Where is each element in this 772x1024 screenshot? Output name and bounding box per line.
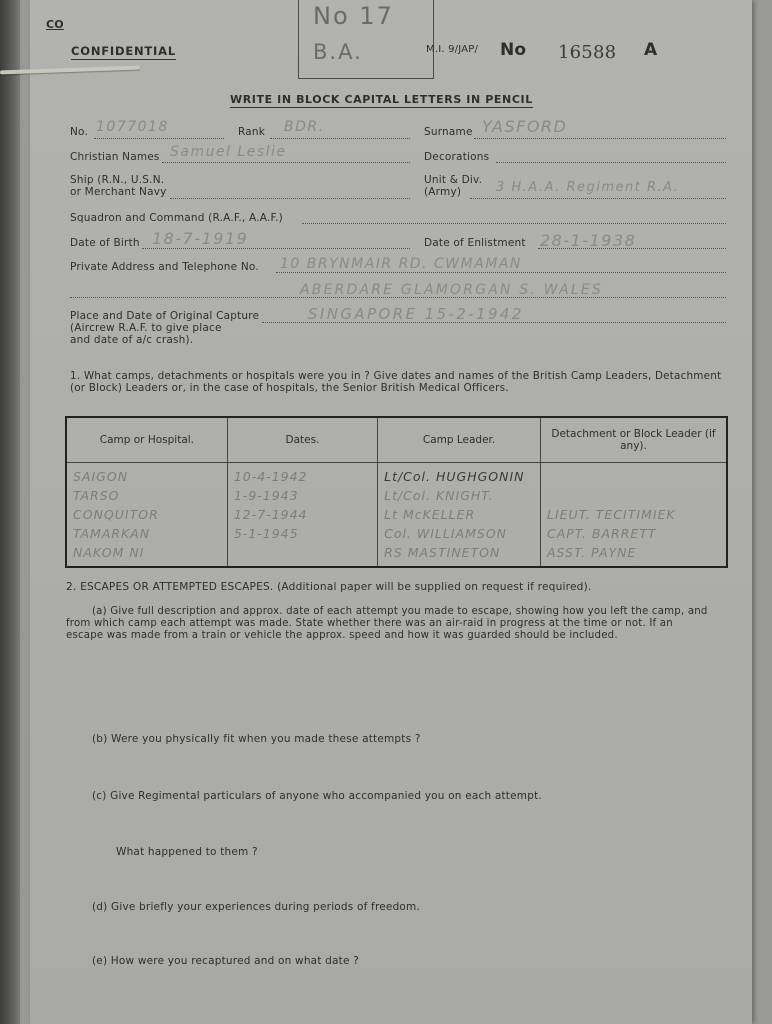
file-spine <box>0 0 20 1024</box>
block-leader-entry: ASST. PAYNE <box>546 545 637 560</box>
question-1-line-2: (or Block) Leaders or, in the case of hospitals, the Senior British Medical Officers. <box>70 382 509 394</box>
block-leaders-column <box>540 463 727 568</box>
question-2d: (d) Give briefly your experiences during periods of freedom. <box>92 901 421 913</box>
rank-label: Rank <box>238 126 266 138</box>
unit-label-1: Unit & Div. <box>424 174 483 186</box>
dob-label: Date of Birth <box>70 237 140 249</box>
question-1-line-1: 1. What camps, detachments or hospitals were you in ? Give dates and names of the British Camp Leaders, Detachment <box>70 370 722 382</box>
block-leader-entry <box>547 488 722 507</box>
address-line-1 <box>276 272 726 273</box>
rubber-stamp <box>298 0 434 79</box>
corner-text: CO <box>46 18 64 31</box>
camps-table-body <box>66 463 727 568</box>
enlistment-label: Date of Enlistment <box>424 237 526 249</box>
stamp-initials: B.A. <box>313 40 363 64</box>
rank-value: BDR. <box>284 119 325 135</box>
question-2a-line-3: escape was made from a train or vehicle the approx. speed and how it was guarded should be included. <box>66 630 618 641</box>
christian-names-label: Christian Names <box>70 151 160 163</box>
leaders-column <box>378 463 541 568</box>
column-header-dates: Dates. <box>227 417 377 463</box>
leader-entry: RS MASTINETON <box>384 545 501 560</box>
date-entry <box>234 545 373 564</box>
capture-label-2: (Aircrew R.A.F. to give place <box>70 322 222 334</box>
surname-value: YASFORD <box>482 117 568 136</box>
ship-label-1: Ship (R.N., U.S.N. <box>70 174 165 186</box>
address-label: Private Address and Telephone No. <box>70 261 259 273</box>
question-2c-followup: What happened to them ? <box>116 846 258 858</box>
confidential-label: CONFIDENTIAL <box>71 44 176 58</box>
camp-entry: CONQUITOR <box>73 507 159 522</box>
escapes-heading: 2. ESCAPES OR ATTEMPTED ESCAPES. (Additional paper will be supplied on request if required). <box>66 581 592 593</box>
camp-entry: TARSO <box>73 488 120 503</box>
stamp-number: No 17 <box>313 2 394 30</box>
date-entry: 5-1-1945 <box>233 526 299 541</box>
question-2e: (e) How were you recaptured and on what date ? <box>92 955 359 967</box>
capture-value: SINGAPORE 15-2-1942 <box>308 305 524 323</box>
camp-entry: TAMARKAN <box>73 526 151 541</box>
date-entry: 1-9-1943 <box>233 488 299 503</box>
christian-names-line <box>162 162 410 163</box>
squadron-label: Squadron and Command (R.A.F., A.A.F.) <box>70 212 283 224</box>
christian-names-value: Samuel Leslie <box>170 144 287 160</box>
leader-entry: Lt/Col. KNIGHT. <box>384 488 494 503</box>
unit-label-2: (Army) <box>424 186 462 198</box>
question-2c: (c) Give Regimental particulars of anyone who accompanied you on each attempt. <box>92 790 542 802</box>
number-label: No <box>500 40 527 60</box>
no-field-line <box>94 138 224 139</box>
rank-field-line <box>270 138 410 139</box>
no-value: 1077018 <box>96 119 169 135</box>
leader-entry: Lt McKELLER <box>384 507 476 522</box>
surname-label: Surname <box>424 126 473 138</box>
camp-entry: NAKOM NI <box>73 545 145 560</box>
serial-number: 16588 <box>558 42 617 63</box>
series-letter: A <box>644 40 658 60</box>
squadron-line <box>302 223 726 224</box>
unit-line <box>470 198 726 199</box>
block-leader-entry <box>547 469 722 488</box>
dates-column <box>227 463 377 568</box>
form-reference: M.I. 9/JAP/ <box>426 44 479 55</box>
address-value-2: ABERDARE GLAMORGAN S. WALES <box>300 282 603 298</box>
column-header-leader: Camp Leader. <box>378 417 541 463</box>
ship-label-2: or Merchant Navy <box>70 186 167 198</box>
question-2a-line-2: from which camp each attempt was made. State whether there was an air-raid in progress at the time or not. If an <box>66 618 673 629</box>
instruction-heading: WRITE IN BLOCK CAPITAL LETTERS IN PENCIL <box>230 93 533 106</box>
enlistment-value: 28-1-1938 <box>540 231 637 250</box>
unit-value: 3 H.A.A. Regiment R.A. <box>496 180 680 195</box>
capture-label-3: and date of a/c crash). <box>70 334 194 346</box>
camp-entry: SAIGON <box>73 469 129 484</box>
block-leader-entry: CAPT. BARRETT <box>546 526 657 541</box>
date-entry: 10-4-1942 <box>233 469 308 484</box>
date-entry: 12-7-1944 <box>233 507 308 522</box>
no-label: No. <box>70 126 89 138</box>
camps-table-header <box>66 417 727 463</box>
camps-table <box>65 416 728 568</box>
address-value-1: 10 BRYNMAIR RD. CWMAMAN <box>280 256 522 272</box>
leader-entry: Col. WILLIAMSON <box>384 526 508 541</box>
block-leader-entry: LIEUT. TECITIMIEK <box>546 507 676 522</box>
decorations-line <box>496 162 726 163</box>
decorations-label: Decorations <box>424 151 490 163</box>
dob-value: 18-7-1919 <box>152 229 249 248</box>
surname-field-line <box>474 138 726 139</box>
camps-column <box>66 463 227 568</box>
column-header-camp: Camp or Hospital. <box>66 417 227 463</box>
column-header-block-leader: Detachment or Block Leader (if any). <box>540 417 727 463</box>
capture-label-1: Place and Date of Original Capture <box>70 310 260 322</box>
leader-entry: Lt/Col. HUGHGONIN <box>384 469 525 484</box>
question-2b: (b) Were you physically fit when you made these attempts ? <box>92 733 421 745</box>
ship-line <box>170 198 410 199</box>
dob-line <box>142 248 410 249</box>
question-2a-line-1: (a) Give full description and approx. date of each attempt you made to escape, showing how you left the camp, and <box>92 606 708 617</box>
